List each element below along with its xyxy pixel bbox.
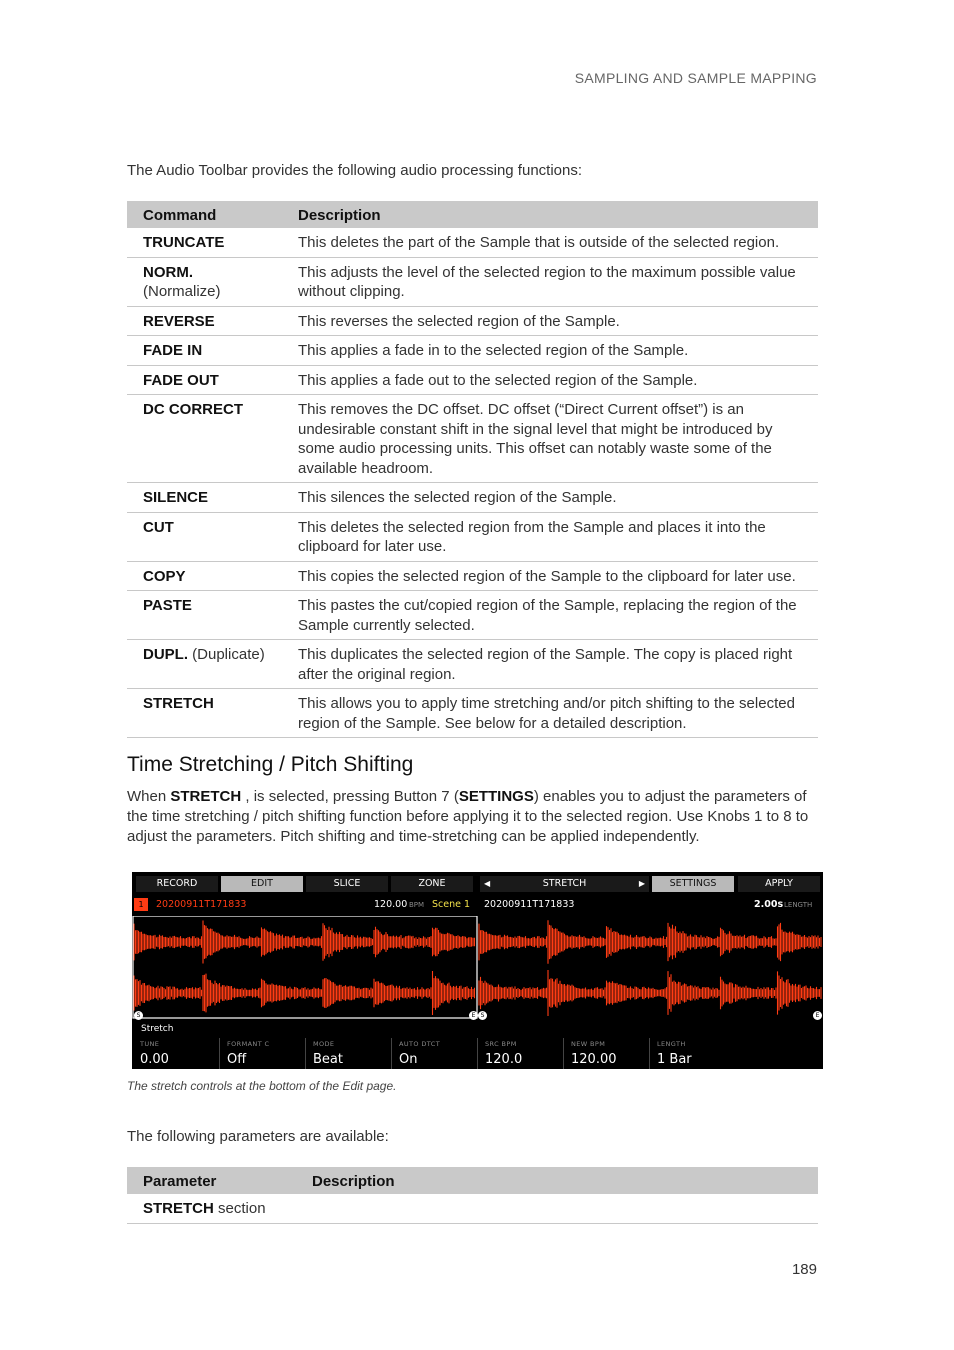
column-header: Parameter — [127, 1167, 296, 1194]
table-row — [127, 640, 818, 689]
command-cell — [127, 228, 282, 257]
command-description: This removes the DC offset. DC offset (“Direct Current offset”) is an undesirable constant shift in the signal level that might be introduced by some audio processing units. This offset can notably waste some of the available headroom. — [282, 395, 818, 483]
start-marker-left[interactable]: S — [134, 1011, 143, 1020]
scene-label: Scene 1 — [432, 899, 471, 910]
length-unit: LENGTH — [784, 901, 813, 909]
param-label: TUNE — [140, 1040, 160, 1048]
tab-apply[interactable]: APPLY — [738, 876, 820, 892]
tab-settings[interactable]: SETTINGS — [652, 876, 734, 892]
param-value: Off — [227, 1052, 247, 1067]
selection-frame[interactable] — [133, 916, 477, 1018]
stretch-controls — [132, 1022, 823, 1069]
command-cell — [127, 561, 282, 591]
stretch-param[interactable] — [477, 1038, 561, 1069]
bpm-value: 120.00 — [374, 899, 408, 910]
waveform-channel — [134, 971, 475, 1015]
table-row — [127, 228, 818, 257]
table-row — [127, 1194, 818, 1223]
command-note: (Duplicate) — [192, 646, 265, 663]
stretch-param[interactable] — [305, 1038, 389, 1069]
command-description: This silences the selected region of the Sample. — [282, 483, 818, 513]
command-note: (Normalize) — [143, 283, 221, 300]
command-cell — [127, 257, 282, 306]
param-name: STRETCH — [143, 1200, 214, 1217]
table-row — [127, 561, 818, 591]
param-value: 0.00 — [140, 1052, 169, 1067]
table-header-row — [127, 1167, 818, 1194]
end-marker-right[interactable]: E — [813, 1011, 822, 1020]
table-row — [127, 689, 818, 738]
info-bar — [132, 896, 823, 914]
table-row — [127, 336, 818, 366]
command-cell — [127, 306, 282, 336]
sample-name-right: 20200911T171833 — [484, 899, 575, 910]
waveform-right — [479, 920, 821, 1016]
table-row — [127, 512, 818, 561]
bold-term: SETTINGS — [458, 788, 534, 805]
command-name: FADE IN — [143, 342, 203, 359]
command-table — [127, 201, 818, 738]
param-label: LENGTH — [657, 1040, 686, 1048]
command-name: TRUNCATE — [143, 234, 225, 251]
tab-slice[interactable]: SLICE — [306, 876, 388, 892]
stretch-param[interactable] — [391, 1038, 475, 1069]
column-header: Description — [296, 1167, 818, 1194]
stretch-label: STRETCH — [542, 878, 587, 889]
param-value: 120.0 — [485, 1052, 523, 1067]
param-cell — [127, 1194, 296, 1223]
command-description: This applies a fade out to the selected region of the Sample. — [282, 365, 818, 395]
slot-number: 1 — [134, 898, 148, 911]
page-number: 189 — [791, 1261, 817, 1278]
device-screenshot — [132, 872, 823, 1069]
param-note: section — [213, 1200, 266, 1217]
text: , is selected, pressing Button 7 ( — [241, 788, 459, 805]
length-value: 2.00s — [754, 899, 784, 910]
command-cell — [127, 395, 282, 483]
command-cell — [127, 336, 282, 366]
stretch-param[interactable] — [649, 1038, 733, 1069]
tab-bar — [132, 874, 823, 894]
table-row — [127, 365, 818, 395]
command-cell — [127, 640, 282, 689]
command-name: PASTE — [143, 597, 192, 614]
intro-text: The Audio Toolbar provides the following audio processing functions: — [127, 162, 583, 179]
command-cell — [127, 689, 282, 738]
command-cell — [127, 512, 282, 561]
running-header: SAMPLING AND SAMPLE MAPPING — [574, 70, 817, 86]
table-row — [127, 483, 818, 513]
param-label: SRC BPM — [485, 1040, 517, 1048]
controls-title: Stretch — [141, 1024, 174, 1034]
tab-zone[interactable]: ZONE — [391, 876, 473, 892]
table-row — [127, 306, 818, 336]
tab-edit[interactable]: EDIT — [221, 876, 303, 892]
body-paragraph — [127, 787, 819, 847]
text: ) enables you to adjust the parameters of the time stretching / pitch shifting function before applying it to the selected region. Use Knobs 1 to 8 to adjust the parameters. Pitch shifting and time-stretching can be applied independently. — [127, 788, 809, 845]
text: When — [127, 788, 171, 805]
prev-arrow-icon[interactable]: ◀ — [484, 879, 491, 888]
command-description: This pastes the cut/copied region of the Sample, replacing the region of the Sample currently selected. — [282, 591, 818, 640]
column-header: Command — [127, 201, 282, 228]
command-cell — [127, 483, 282, 513]
body-text: The following parameters are available: — [127, 1128, 389, 1145]
stretch-param[interactable] — [133, 1038, 216, 1069]
command-name: REVERSE — [143, 312, 215, 330]
param-label: MODE — [313, 1040, 335, 1048]
command-name: COPY — [143, 567, 186, 585]
sample-name: 20200911T171833 — [156, 899, 247, 910]
param-label: NEW BPM — [571, 1040, 606, 1048]
next-arrow-icon[interactable]: ▶ — [638, 879, 645, 888]
table-header-row — [127, 201, 818, 228]
command-name: CUT — [143, 518, 174, 536]
table-row — [127, 591, 818, 640]
waveform-channel — [479, 920, 821, 964]
table-row — [127, 257, 818, 306]
tab-record[interactable]: RECORD — [136, 876, 218, 892]
bold-term: STRETCH — [170, 788, 242, 805]
command-description: This duplicates the selected region of the Sample. The copy is placed right after the original region. — [282, 640, 818, 689]
command-description: This adjusts the level of the selected region to the maximum possible value without clipping. — [282, 257, 818, 306]
param-label: AUTO DTCT — [399, 1040, 441, 1048]
start-marker-right[interactable]: S — [478, 1011, 487, 1020]
param-value: 1 Bar — [657, 1052, 692, 1067]
param-description — [296, 1194, 818, 1223]
end-marker-left[interactable]: E — [469, 1011, 478, 1020]
command-description: This reverses the selected region of the Sample. — [282, 306, 818, 336]
section-title: Time Stretching / Pitch Shifting — [127, 753, 414, 776]
waveform-left — [134, 921, 475, 1016]
bpm-unit: BPM — [409, 901, 425, 909]
param-value: On — [399, 1052, 418, 1067]
command-name: NORM. — [143, 263, 193, 281]
parameter-table — [127, 1167, 818, 1224]
figure-caption: The stretch controls at the bottom of the Edit page. — [127, 1079, 397, 1093]
waveform-channel — [479, 970, 821, 1016]
command-name: SILENCE — [143, 489, 209, 506]
param-value: 120.00 — [571, 1052, 617, 1067]
waveform-display[interactable] — [132, 916, 823, 1019]
command-description: This copies the selected region of the Sample to the clipboard for later use. — [282, 561, 818, 591]
command-description: This deletes the selected region from the Sample and places it into the clipboard for later use. — [282, 512, 818, 561]
table-row — [127, 395, 818, 483]
stretch-selector[interactable] — [480, 876, 649, 892]
waveform-channel — [134, 921, 475, 964]
command-cell — [127, 365, 282, 395]
command-cell — [127, 591, 282, 640]
command-name: FADE OUT — [143, 371, 219, 389]
column-header: Description — [282, 201, 818, 228]
command-name: STRETCH — [143, 695, 214, 712]
stretch-param[interactable] — [219, 1038, 303, 1069]
param-label: FORMANT C — [227, 1040, 270, 1048]
command-description: This applies a fade in to the selected region of the Sample. — [282, 336, 818, 366]
param-value: Beat — [313, 1052, 343, 1067]
command-description: This allows you to apply time stretching and/or pitch shifting to the selected region of the Sample. See below for a detailed description. — [282, 689, 818, 738]
command-name: DUPL. — [143, 646, 188, 663]
command-name: DC CORRECT — [143, 401, 243, 418]
command-description: This deletes the part of the Sample that is outside of the selected region. — [282, 228, 818, 257]
stretch-param[interactable] — [563, 1038, 647, 1069]
